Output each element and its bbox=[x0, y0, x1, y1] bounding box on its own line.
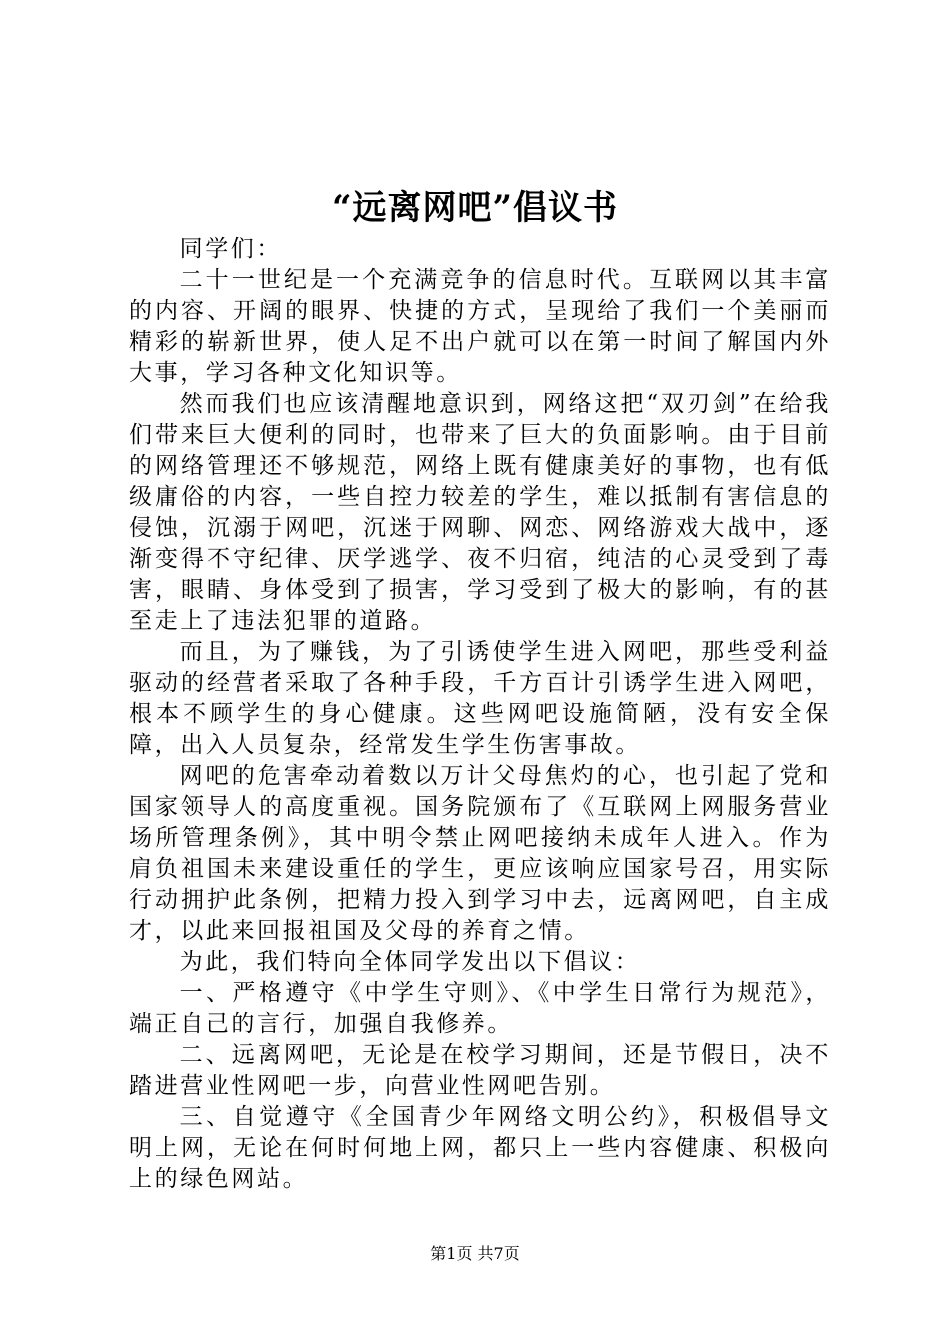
paragraph: 二十一世纪是一个充满竞争的信息时代。互联网以其丰富的内容、开阔的眼界、快捷的方式，呈现给了我们一个美丽而精彩的崭新世界，使人足不出户就可以在第一时间了解国内外大事，学习各种文化知识等。 bbox=[129, 267, 831, 386]
salutation: 同学们： bbox=[179, 236, 282, 262]
document-body bbox=[129, 234, 831, 1195]
paragraph: 三、自觉遵守《全国青少年网络文明公约》，积极倡导文明上网，无论在何时何地上网，都只上一些内容健康、积极向上的绿色网站。 bbox=[129, 1104, 831, 1192]
paragraph: 然而我们也应该清醒地意识到，网络这把“双刃剑”在给我们带来巨大便利的同时，也带来了巨大的负面影响。由于目前的网络管理还不够规范，网络上既有健康美好的事物，也有低级庸俗的内容，一些自控力较差的学生，难以抵制有害信息的侵蚀，沉溺于网吧，沉迷于网聊、网恋、网络游戏大战中，逐渐变得不守纪律、厌学逃学、夜不归宿，纯洁的心灵受到了毒害，眼睛、身体受到了损害，学习受到了极大的影响，有的甚至走上了违法犯罪的道路。 bbox=[129, 391, 831, 634]
paragraph: 网吧的危害牵动着数以万计父母焦灼的心，也引起了党和国家领导人的高度重视。国务院颁布了《互联网上网服务营业场所管理条例》，其中明令禁止网吧接纳未成年人进入。作为肩负祖国未来建设重任的学生，更应该响应国家号召，用实际行动拥护此条例，把精力投入到学习中去，远离网吧，自主成才，以此来回报祖国及父母的养育之情。 bbox=[129, 763, 831, 944]
paragraph: 二、远离网吧，无论是在校学习期间，还是节假日，决不踏进营业性网吧一步，向营业性网吧告别。 bbox=[129, 1042, 831, 1099]
paragraph: 为此，我们特向全体同学发出以下倡议： bbox=[179, 949, 641, 975]
page-indicator: 第1页 共7页 bbox=[430, 1244, 520, 1263]
paragraph: 一、严格遵守《中学生守则》、《中学生日常行为规范》，端正自己的言行，加强自我修养。 bbox=[129, 980, 831, 1037]
document-title: “远离网吧”倡议书 bbox=[331, 188, 619, 228]
paragraph: 而且，为了赚钱，为了引诱使学生进入网吧，那些受利益驱动的经营者采取了各种手段，千方百计引诱学生进入网吧，根本不顾学生的身心健康。这些网吧设施简陋，没有安全保障，出入人员复杂，经常发生学生伤害事故。 bbox=[129, 639, 831, 758]
